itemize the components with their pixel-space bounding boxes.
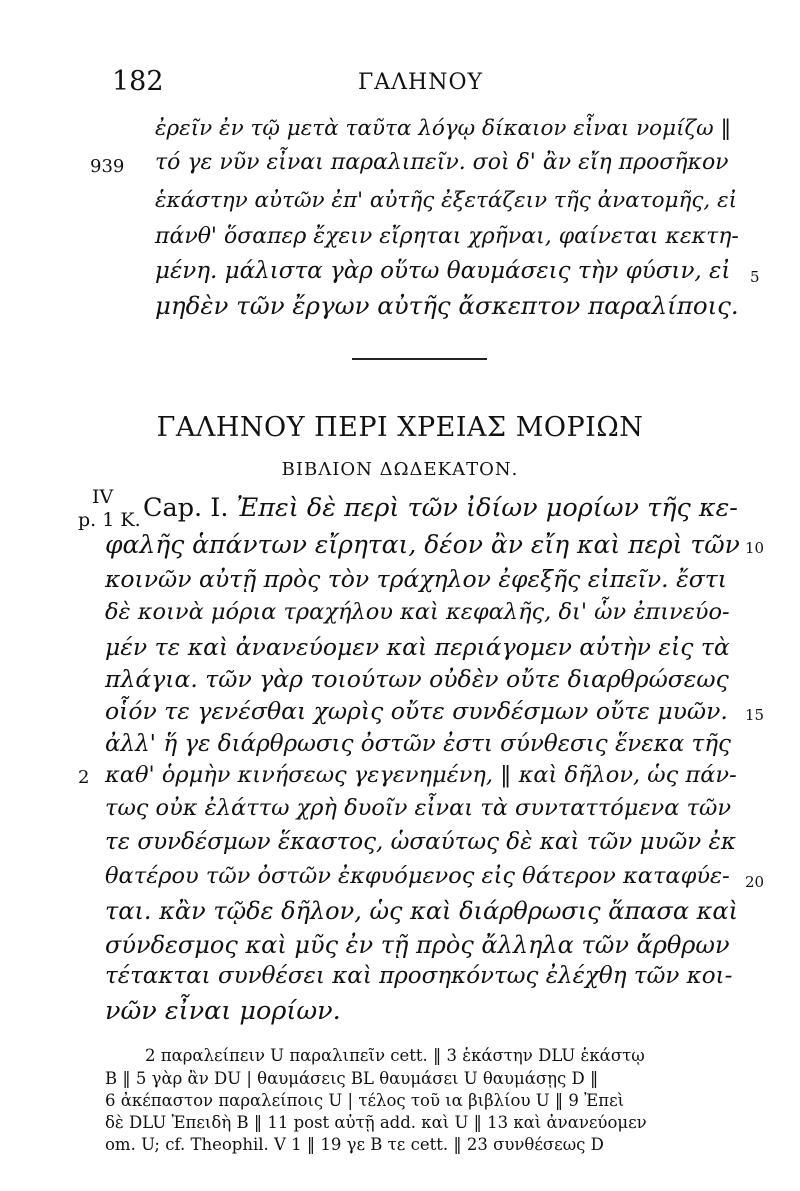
section-title: ΓΑΛΗΝΟΥ ΠΕΡΙ ΧΡΕΙΑΣ ΜΟΡΙΩΝ <box>156 412 644 443</box>
text-line: φαλῆς ἁπάντων εἴρηται, δέον ἂν εἴη καὶ περὶ τῶν <box>105 530 740 559</box>
text-line: τό γε νῦν εἶναι παραλιπεῖν. σοὶ δ' ἂν εἴη προσῆκον <box>155 150 729 175</box>
text-line: μηδὲν τῶν ἔργων αὐτῆς ἄσκεπτον παραλίποις. <box>155 291 739 320</box>
footnote-line: om. U; cf. Theophil. V 1 ‖ 19 γε B τε cett. ‖ 23 συνθέσεως D <box>105 1135 604 1154</box>
margin-line-number: 5 <box>750 268 760 286</box>
text-line: πάνθ' ὅσαπερ ἔχειν εἴρηται χρῆναι, φαίνεται κεκτη- <box>155 224 739 249</box>
text-line: μένη. μάλιστα γὰρ οὕτω θαυμάσεις τὴν φύσιν, εἰ <box>155 258 731 284</box>
footnote-line: 2 παραλείπειν U παραλιπεῖν cett. ‖ 3 ἑκάστην DLU ἑκάστῳ <box>145 1046 645 1065</box>
text-line: μέν τε καὶ ἀνανεύομεν καὶ περιάγομεν αὐτὴν εἰς τὰ <box>105 633 730 661</box>
text-line: νῶν εἶναι μορίων. <box>105 996 341 1026</box>
footnote-line: 6 ἀκέπαστον παραλείποις U | τέλος τοῦ ια βιβλίου U ‖ 9 Ἐπεὶ <box>105 1091 625 1110</box>
chapter-first-line <box>143 493 738 523</box>
section-divider <box>352 358 487 360</box>
text-line: ἑκάστην αὐτῶν ἐπ' αὐτῆς ἐξετάζειν τῆς ἀνατομῆς, εἰ <box>155 188 738 213</box>
margin-page-ref: p. 1 K. <box>78 509 141 531</box>
chapter-label: Cap. I. <box>143 493 229 523</box>
text-line: ἀλλ' ἥ γε διάρθρωσις ὀστῶν ἐστι σύνθεσις ἕνεκα τῆς <box>105 731 731 757</box>
margin-page-number: 2 <box>78 767 90 788</box>
page-number: 182 <box>112 66 164 97</box>
text-line: τως οὐκ ἐλάττω χρὴ δυοῖν εἶναι τὰ συνταττόμενα τῶν <box>105 795 732 821</box>
text-line: οἷόν τε γενέσθαι χωρὶς οὔτε συνδέσμων οὔτε μυῶν. <box>105 697 728 725</box>
text-line: πλάγια. τῶν γὰρ τοιούτων οὐδὲν οὔτε διαρθρώσεως <box>105 665 729 693</box>
text-line: κοινῶν αὐτῇ πρὸς τὸν τράχηλον ἐφεξῆς εἰπεῖν. ἔστι <box>105 565 727 593</box>
margin-line-number: 15 <box>745 706 765 724</box>
margin-line-number: 20 <box>745 873 765 891</box>
margin-line-number: 10 <box>745 539 765 557</box>
text-line: καθ' ὁρμὴν κινήσεως γεγενημένη, ‖ καὶ δῆλον, ὡς πάν- <box>105 762 737 788</box>
footnote-line: B ‖ 5 γὰρ ἂν DU | θαυμάσεις BL θαυμάσει U θαυμάσῃς D ‖ <box>105 1069 599 1088</box>
footnote-line: δὲ DLU Ἐπειδὴ B ‖ 11 post αὐτῇ add. καὶ U ‖ 13 καὶ ἀνανεύομεν <box>105 1113 647 1132</box>
section-subtitle: ΒΙΒΛΙΟΝ ΔΩΔΕΚΑΤΟΝ. <box>281 459 519 480</box>
text-line: ἐρεῖν ἐν τῷ μετὰ ταῦτα λόγῳ δίκαιον εἶναι νομίζω ‖ <box>155 116 732 141</box>
text-line: δὲ κοινὰ μόρια τραχήλου καὶ κεφαλῆς, δι' ὧν ἐπινεύο- <box>105 599 730 625</box>
running-title: ΓΑΛΗΝΟΥ <box>358 70 484 95</box>
margin-line-number: 939 <box>90 156 125 177</box>
text-segment: Ἐπεὶ δὲ περὶ τῶν ἰδίων μορίων τῆς κε- <box>236 493 738 523</box>
text-line: σύνδεσμος καὶ μῦς ἐν τῇ πρὸς ἄλληλα τῶν ἄρθρων <box>105 931 730 959</box>
margin-book-ref: IV <box>92 486 114 508</box>
text-line: ται. κἂν τῷδε δῆλον, ὡς καὶ διάρθρωσις ἅπασα καὶ <box>105 897 739 925</box>
text-line: θατέρου τῶν ὀστῶν ἐκφυόμενος εἰς θάτερον καταφύε- <box>105 863 730 889</box>
text-line: τε συνδέσμων ἕκαστος, ὡσαύτως δὲ καὶ τῶν μυῶν ἐκ <box>105 829 736 855</box>
text-line: τέτακται συνθέσει καὶ προσηκόντως ἐλέχθη τῶν κοι- <box>105 963 733 989</box>
